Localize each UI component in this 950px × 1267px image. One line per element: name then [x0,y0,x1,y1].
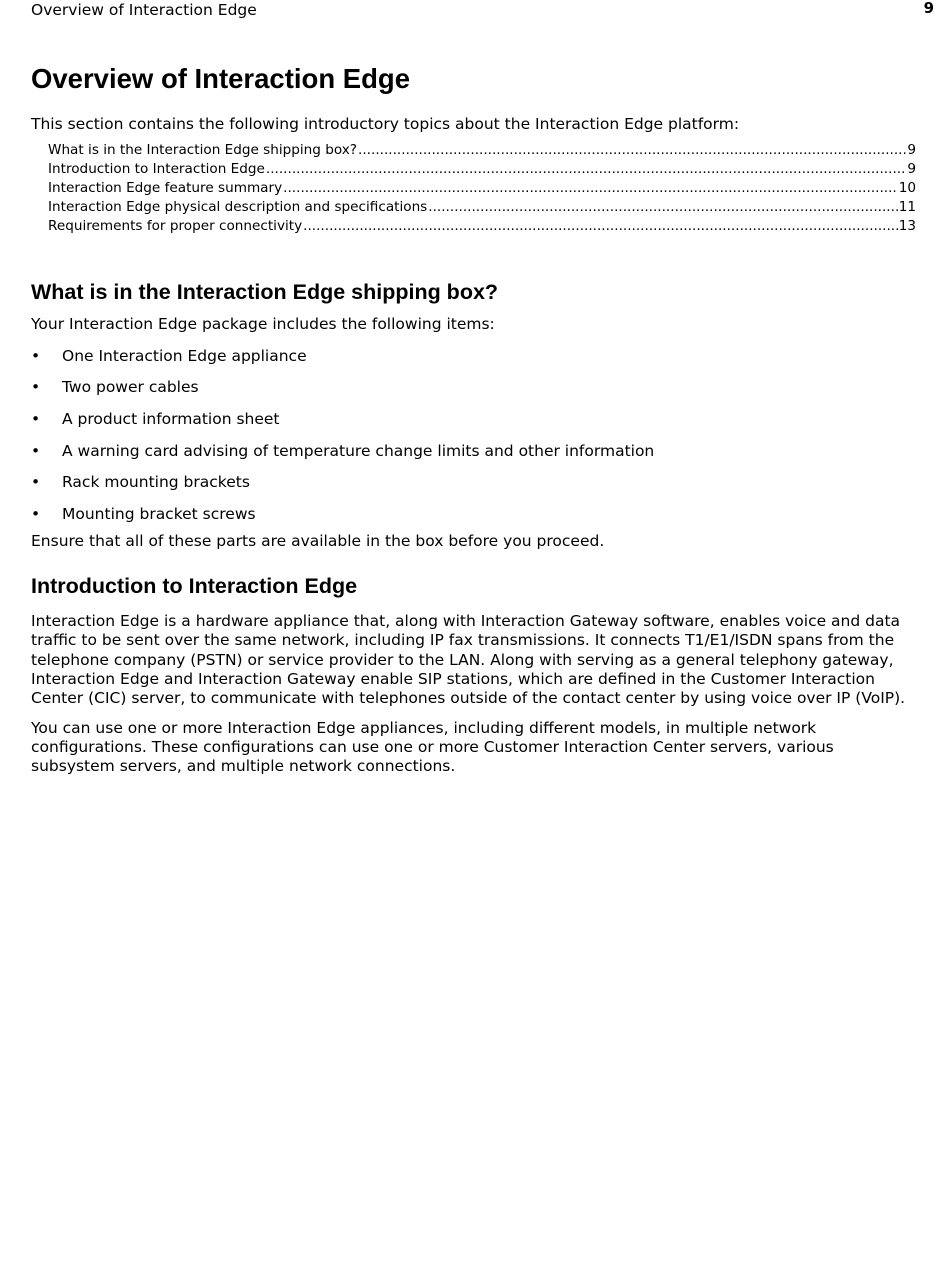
toc-entry-label: Requirements for proper connectivity [48,218,303,234]
intro-text: This section contains the following introductory topics about the Interaction Edge platform: [31,115,740,133]
toc-entry-shipping-box[interactable] [48,141,916,160]
toc-entry-label: Interaction Edge feature summary [48,180,283,196]
list-item: • Two power cables [31,377,916,397]
toc-leader [358,141,906,160]
toc-entry-label: Interaction Edge physical description and specifications [48,199,428,215]
page-number: 9 [923,0,934,17]
toc-entry-page: 10 [898,180,916,196]
shipping-box-closing: Ensure that all of these parts are available in the box before you proceed. [31,531,605,550]
section-heading-shipping-box: What is in the Interaction Edge shipping box? [31,280,499,304]
introduction-paragraph: You can use one or more Interaction Edge appliances, including different models, in multiple network configurations. These configurations can use one or more Customer Interaction Center servers, various subsystem servers, and multiple network connections. [31,718,834,776]
list-item: • A warning card advising of temperature change limits and other information [31,441,916,461]
toc-entry-feature-summary[interactable] [48,179,916,198]
shipping-items-list [31,346,916,524]
toc-leader [266,160,906,179]
toc-entry-introduction[interactable] [48,160,916,179]
table-of-contents [48,141,916,236]
toc-entry-page: 9 [907,142,916,158]
toc-entry-physical-description[interactable] [48,198,916,217]
list-item: • Mounting bracket screws [31,504,916,524]
list-item: • A product information sheet [31,409,916,429]
toc-leader [283,179,898,198]
page-content [31,58,916,777]
section-heading-introduction: Introduction to Interaction Edge [31,574,358,599]
list-item: • One Interaction Edge appliance [31,346,916,366]
toc-entry-connectivity[interactable] [48,217,916,236]
introduction-paragraph: Interaction Edge is a hardware appliance that, along with Interaction Gateway software, enables voice and data traffic to be sent over the same network, including IP fax transmissions. It connects T1/E1/ISDN spans from the telephone company (PSTN) or service provider to the LAN. Along with serving as a general telephony gateway, Interaction Edge and Interaction Gateway enable SIP stations, which are defined in the Customer Interaction Center (CIC) server, to communicate with telephones outside of the contact center by using voice over IP (VoIP). [31,612,906,708]
toc-entry-label: What is in the Interaction Edge shipping box? [48,142,358,158]
toc-entry-page: 11 [898,199,916,215]
page-title: Overview of Interaction Edge [31,63,410,94]
list-item: • Rack mounting brackets [31,472,916,492]
toc-leader [428,198,897,217]
toc-entry-label: Introduction to Interaction Edge [48,161,265,177]
toc-leader [303,217,898,236]
shipping-box-lead: Your Interaction Edge package includes the following items: [31,315,495,333]
toc-entry-page: 13 [898,218,916,234]
toc-entry-page: 9 [907,161,916,177]
running-header: Overview of Interaction Edge [31,1,257,19]
